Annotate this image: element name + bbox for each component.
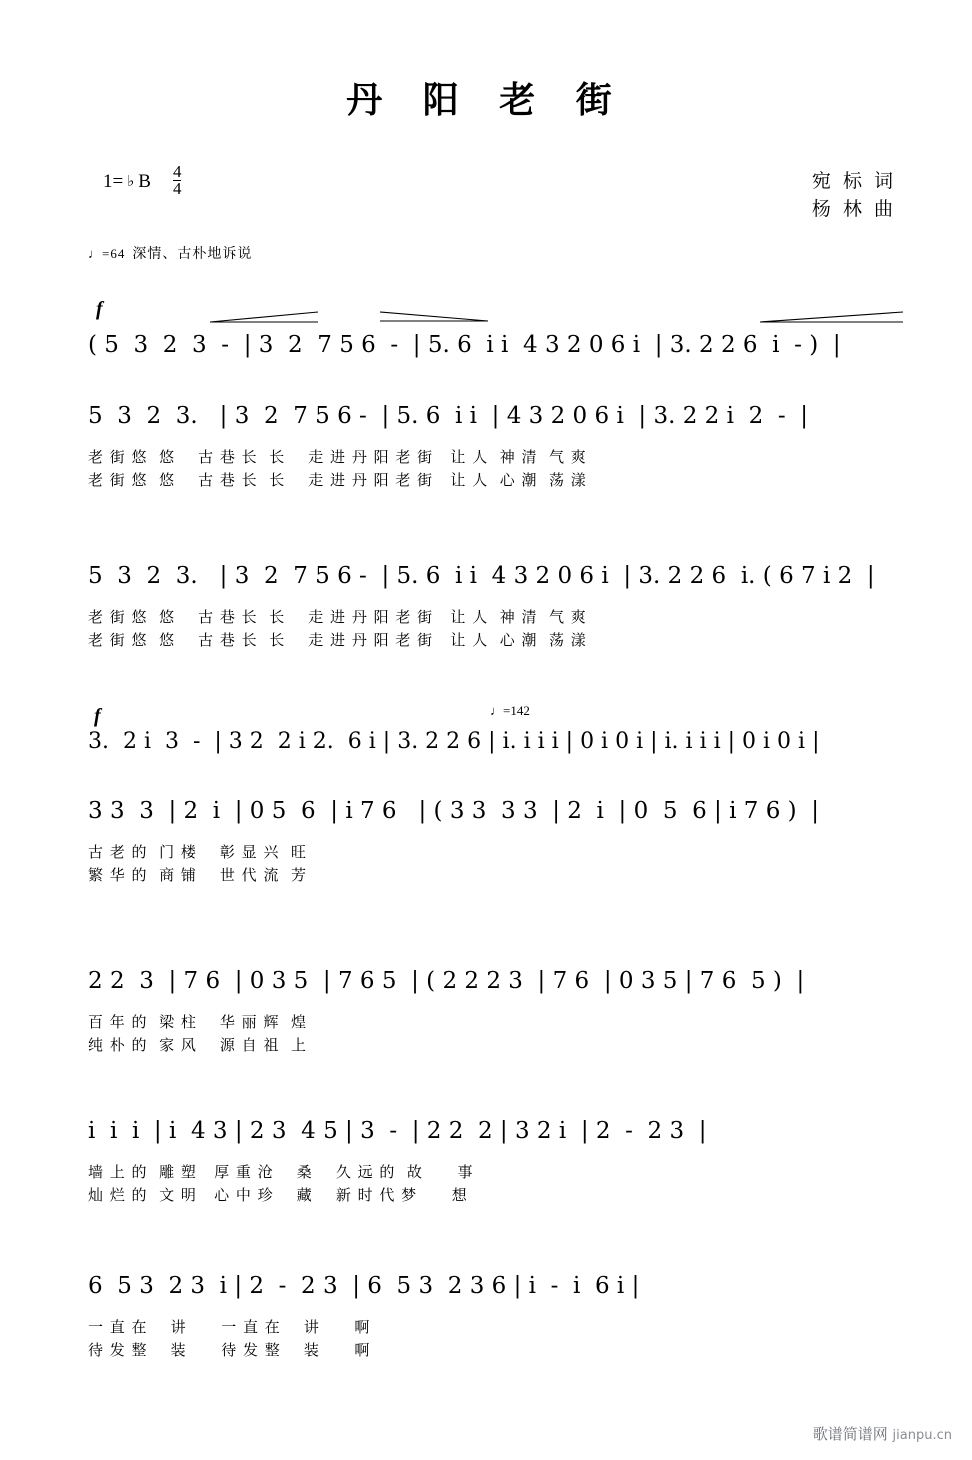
composer-credit: 杨 林 曲 bbox=[811, 197, 896, 220]
page-title: 丹 阳 老 街 bbox=[346, 79, 626, 121]
time-signature bbox=[173, 164, 182, 197]
note-row: 5 3 2 3. | 3 2 7 5 6 - | 5. 6 i i | 4 3 2 0 6 i | 3. 2 2 i 2 - | bbox=[88, 403, 808, 429]
note-row: 3 3 3 | 2 i | 0 5 6 | i 7 6 | ( 3 3 3 3 | 2 i | 0 5 6 | i 7 6 ) | bbox=[88, 798, 820, 824]
note-row: 5 3 2 3. | 3 2 7 5 6 - | 5. 6 i i 4 3 2 0 6 i | 3. 2 2 6 i. ( 6 7 i 2 | bbox=[88, 563, 875, 589]
flat-symbol: ♭ bbox=[127, 174, 135, 191]
lyric-row-1: 百 年 的 梁 柱 华 丽 辉 煌 bbox=[88, 1013, 307, 1031]
music-system-chorus-2 bbox=[0, 970, 972, 1058]
lyric-row-1: 一 直 在 讲 一 直 在 讲 啊 bbox=[88, 1318, 371, 1336]
lyric-row-2: 老 街 悠 悠 古 巷 长 长 走 进 丹 阳 老 街 让 人 心 潮 荡 漾 bbox=[88, 471, 587, 490]
lyric-row-2: 待 发 整 装 待 发 整 装 啊 bbox=[88, 1341, 371, 1360]
music-system-verse-1b bbox=[0, 565, 972, 653]
metronome-mark: ♩=64 bbox=[88, 246, 126, 261]
music-system-chorus-1 bbox=[0, 800, 972, 888]
music-system-verse-1a bbox=[0, 405, 972, 493]
note-row: 2 2 3 | 7 6 | 0 3 5 | 7 6 5 | ( 2 2 2 3 | 7 6 | 0 3 5 | 7 6 5 ) | bbox=[88, 968, 805, 994]
lyric-row-1: 古 老 的 门 楼 彰 显 兴 旺 bbox=[88, 843, 307, 861]
lyric-row-1: 墙 上 的 雕 塑 厚 重 沧 桑 久 远 的 故 事 bbox=[88, 1163, 474, 1181]
key-signature bbox=[103, 162, 182, 199]
music-system-interlude bbox=[0, 705, 972, 753]
dynamic-forte-2: f bbox=[94, 705, 101, 727]
music-system-chorus-4 bbox=[0, 1275, 972, 1363]
watermark-site: jianpu.cn bbox=[892, 1428, 952, 1443]
lyric-row-1: 老 街 悠 悠 古 巷 长 长 走 进 丹 阳 老 街 让 人 神 清 气 爽 bbox=[88, 608, 587, 626]
lyric-row-2: 老 街 悠 悠 古 巷 长 长 走 进 丹 阳 老 街 让 人 心 潮 荡 漾 bbox=[88, 631, 587, 650]
music-system-intro bbox=[0, 300, 972, 357]
key-label: 1= bbox=[103, 170, 124, 192]
crescendo-hairpin-icon-2 bbox=[760, 310, 905, 322]
note-row: 6 5 3 2 3 i | 2 - 2 3 | 6 5 3 2 3 6 | i - i 6 i | bbox=[88, 1273, 640, 1299]
note-row: i i i | i 4 3 | 2 3 4 5 | 3 - | 2 2 2 | 3 2 i | 2 - 2 3 | bbox=[88, 1118, 707, 1144]
key-letter: B bbox=[138, 170, 151, 192]
note-row: 3. 2 i 3 - | 3 2 2 i 2. 6 i | 3. 2 2 6 | i. i i i | 0 i 0 i | i. i i i | 0 i 0 i | bbox=[88, 729, 820, 754]
music-system-chorus-3 bbox=[0, 1120, 972, 1208]
tempo-mark-142: ♩=142 bbox=[490, 703, 530, 718]
note-row: ( 5 3 2 3 - | 3 2 7 5 6 - | 5. 6 i i 4 3 2 0 6 i | 3. 2 2 6 i - ) | bbox=[88, 332, 841, 358]
credits bbox=[812, 168, 896, 223]
diminuendo-hairpin-icon bbox=[380, 310, 490, 322]
dynamic-forte: f bbox=[96, 298, 103, 320]
lyric-row-2: 纯 朴 的 家 风 源 自 祖 上 bbox=[88, 1036, 307, 1055]
expression-mark: 深情、古朴地诉说 bbox=[132, 246, 253, 262]
lyricist-credit: 宛 标 词 bbox=[811, 170, 896, 192]
watermark bbox=[813, 1423, 952, 1444]
lyric-row-2: 灿 烂 的 文 明 心 中 珍 藏 新 时 代 梦 想 bbox=[88, 1186, 468, 1205]
crescendo-hairpin-icon bbox=[210, 310, 320, 322]
lyric-row-1: 老 街 悠 悠 古 巷 长 长 走 进 丹 阳 老 街 让 人 神 清 气 爽 bbox=[88, 448, 587, 466]
watermark-text: 歌谱简谱网 bbox=[812, 1425, 888, 1443]
tempo-expression bbox=[88, 243, 252, 263]
meter-numerator: 4 bbox=[172, 162, 182, 181]
meter-denominator: 4 bbox=[172, 179, 182, 199]
lyric-row-2: 繁 华 的 商 铺 世 代 流 芳 bbox=[88, 866, 307, 885]
